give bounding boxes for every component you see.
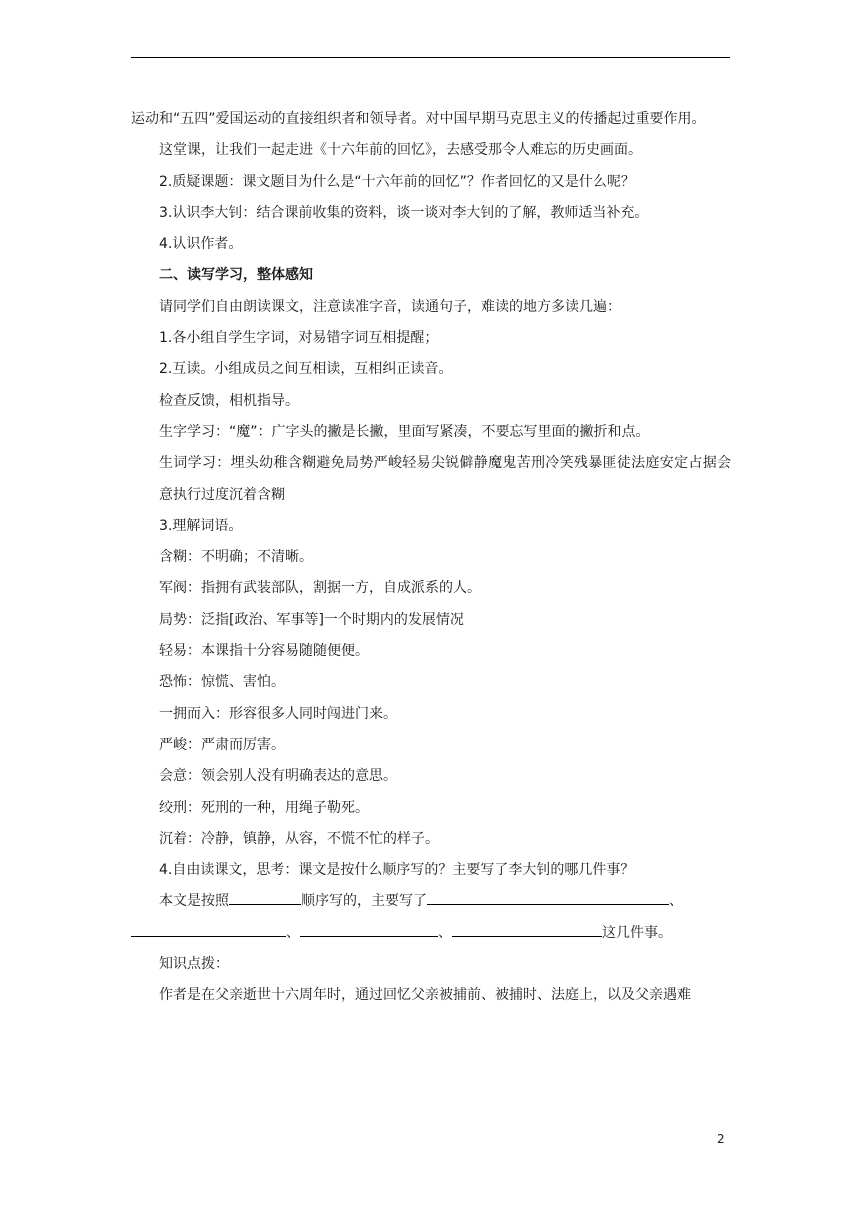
reading-step-1: 1.各小组自学生字词，对易错字词互相提醒； [159, 330, 439, 347]
paragraph-lesson-intro: 这堂课，让我们一起走进《十六年前的回忆》，去感受那令人难忘的历史画面。 [159, 142, 642, 159]
fill-text: 、 [438, 924, 452, 941]
fill-in-line-2 [131, 918, 731, 949]
knowledge-tip-heading: 知识点拨： [159, 956, 229, 973]
vocabulary-study: 生词学习：埋头幼稚含糊避免局势严峻轻易尖锐僻静魔鬼苦刑冷笑残暴匪徒法庭安定占据会意执行过度沉着含糊 [159, 455, 731, 503]
knowledge-tip-text: 作者是在父亲逝世十六周年时，通过回忆父亲被捕前、被捕时、法庭上，以及父亲遇难 [159, 987, 691, 1004]
character-study: 生字学习：“魔”：广字头的撇是长撇，里面写紧凑，不要忘写里面的撇折和点。 [159, 423, 650, 440]
answer-blank-event-4[interactable] [452, 918, 602, 937]
step-question-title: 2.质疑课题：课文题目为什么是“十六年前的回忆”？作者回忆的又是什么呢？ [159, 173, 635, 190]
definition-kongbu: 恐怖：惊慌、害怕。 [159, 674, 285, 691]
reading-instruction: 请同学们自由朗读课文，注意读准字音，读通句子，难读的地方多读几遍： [159, 298, 621, 315]
answer-blank-event-2[interactable] [131, 918, 286, 937]
fill-text: 、 [669, 893, 683, 910]
fill-text: 这几件事。 [602, 924, 672, 941]
paragraph-intro-continuation: 运动和“五四”爱国运动的直接组织者和领导者。对中国早期马克思主义的传播起过重要作用。 [131, 111, 706, 127]
definition-jushi: 局势：泛指[政治、军事等]一个时期内的发展情况 [159, 611, 464, 628]
answer-blank-event-3[interactable] [300, 918, 438, 937]
definition-chenzhuo: 沉着：冷静，镇静，从容，不慌不忙的样子。 [159, 830, 439, 847]
free-reading-question: 4.自由读课文，思考：课文是按什么顺序写的？主要写了李大钊的哪几件事？ [159, 862, 635, 879]
definition-jiaoxing: 绞刑：死刑的一种，用绳子勒死。 [159, 799, 369, 816]
definition-hanhu: 含糊：不明确；不清晰。 [159, 549, 313, 566]
understand-words-heading: 3.理解词语。 [159, 517, 243, 534]
fill-text: 顺序写的，主要写了 [301, 893, 427, 910]
definition-yanjun: 严峻：严肃而厉害。 [159, 736, 285, 753]
page-number: 2 [717, 1132, 725, 1146]
check-feedback: 检查反馈，相机指导。 [159, 392, 299, 409]
document-body [131, 104, 731, 1012]
step-know-author: 4.认识作者。 [159, 236, 243, 253]
definition-yiyongerru: 一拥而入：形容很多人同时闯进门来。 [159, 705, 397, 722]
step-know-li-dazhao: 3.认识李大钊：结合课前收集的资料，谈一谈对李大钊的了解，教师适当补充。 [159, 204, 649, 221]
definition-qingyi: 轻易：本课指十分容易随随便便。 [159, 643, 369, 660]
header-rule [131, 57, 730, 58]
fill-in-line-1 [131, 886, 731, 917]
fill-text: 本文是按照 [159, 893, 229, 910]
definition-junfa: 军阀：指拥有武装部队，割据一方，自成派系的人。 [159, 580, 481, 597]
section-heading-2: 二、读写学习，整体感知 [159, 267, 313, 284]
answer-blank-order[interactable] [229, 886, 301, 905]
definition-huiyi: 会意：领会别人没有明确表达的意思。 [159, 768, 397, 785]
answer-blank-event-1[interactable] [427, 886, 669, 905]
reading-step-2: 2.互读。小组成员之间互相读，互相纠正读音。 [159, 361, 453, 378]
fill-text: 、 [286, 924, 300, 941]
